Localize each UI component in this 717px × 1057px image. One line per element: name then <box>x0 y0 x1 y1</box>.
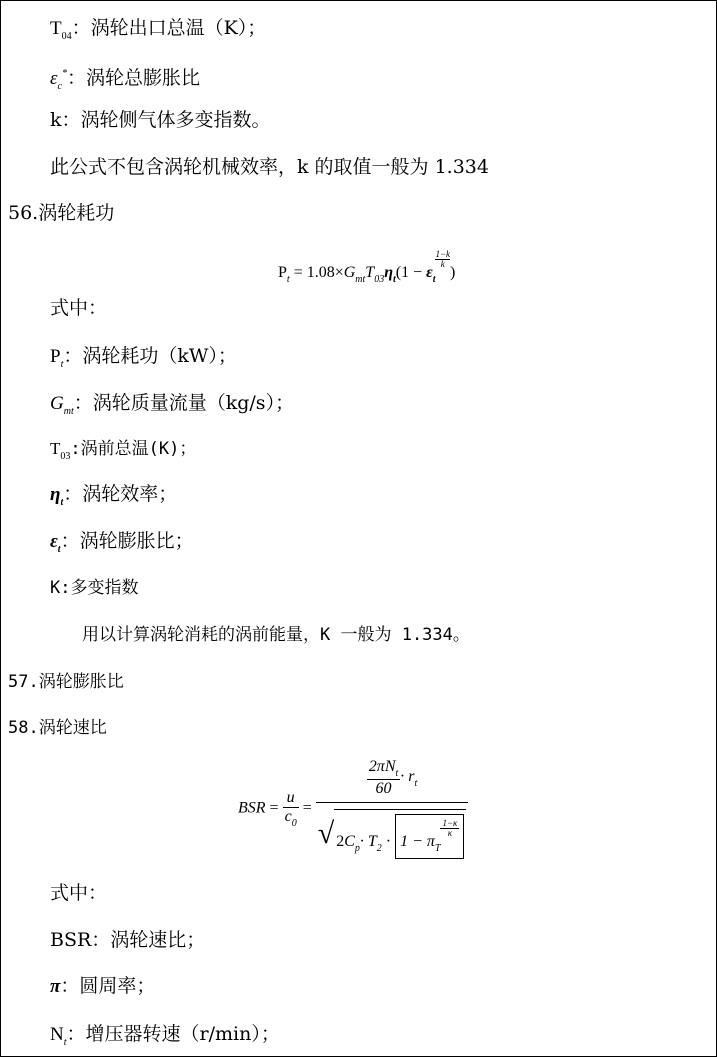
pi-desc: ：圆周率； <box>60 975 156 997</box>
epst-line <box>50 529 194 562</box>
pi-symbol: π <box>50 976 61 997</box>
pi-line <box>50 974 155 999</box>
heading-58: 58.涡轮速比 <box>8 718 107 738</box>
k-line: k：涡轮侧气体多变指数。 <box>50 109 271 131</box>
note-1: 此公式不包含涡轮机械效率，k 的取值一般为 1.334 <box>50 156 489 178</box>
f2-lhs: BSR <box>238 799 266 817</box>
nt-desc: ：增压器转速（r/min）； <box>66 1023 280 1045</box>
t03-line <box>50 437 196 469</box>
f2-eq: = <box>265 799 283 817</box>
epsc-desc: ：涡轮总膨胀比 <box>66 67 200 89</box>
gmt-symbol: $G_{mt}$ <box>50 393 74 417</box>
gmt-desc: ：涡轮质量流量（kg/s）； <box>73 392 295 414</box>
f2-main-fraction <box>316 758 469 859</box>
t04-symbol: $T_{04}$ <box>50 18 72 42</box>
bsr-line: BSR：涡轮速比； <box>50 929 206 951</box>
f1-eq: = 1.08× <box>289 264 344 281</box>
pt-symbol: $P_t$ <box>50 346 64 370</box>
f2-eq2: = <box>298 799 316 817</box>
f1-lhs: $P_t$ <box>278 264 290 285</box>
pt-line <box>50 344 237 377</box>
f2-u-over-c0: $\frac{u}{c_0}$ <box>284 788 297 829</box>
nt-symbol: $N_t$ <box>50 1024 67 1048</box>
kpoly-line: K:多变指数 <box>50 578 139 598</box>
nt-line <box>50 1022 280 1055</box>
t03-symbol: $T_{03}$ <box>50 439 71 462</box>
epsc-symbol: $\varepsilon_c^*$ <box>50 68 67 92</box>
f1-paren-close: ) <box>450 264 456 281</box>
f1-eps: $\varepsilon_t$ <box>426 264 436 285</box>
note-2: 用以计算涡轮消耗的涡前能量，K 一般为 1.334。 <box>82 625 470 645</box>
t04-line <box>50 16 266 49</box>
formula-bsr <box>238 758 468 859</box>
t04-desc: ：涡轮出口总温（K）； <box>71 17 267 39</box>
shizhong-2: 式中： <box>50 882 108 904</box>
epst-symbol: $\varepsilon_t$ <box>50 531 61 555</box>
f1-t: $T_{03}$ <box>365 264 385 285</box>
f2-numerator: $\frac{2\pi N_t}{60}$ · $r_t$ <box>368 758 418 797</box>
eta-desc: ：涡轮效率； <box>63 483 178 505</box>
gmt-line <box>50 391 294 424</box>
epsc-line <box>50 62 200 99</box>
eta-line <box>50 482 177 515</box>
formula-turbine-power <box>278 250 455 285</box>
f1-g: $G_{mt}$ <box>343 264 366 285</box>
pt-desc: ：涡轮耗功（kW）； <box>63 345 237 367</box>
f1-paren-open: (1 − <box>395 264 427 281</box>
f1-exponent: $\frac{1-k}{k}$ <box>435 249 451 269</box>
f2-denominator: √ $2C_p\cdot T_2 \cdot 1 - \pi_T$ $\frac{1-\kappa}{\kappa}$ <box>316 802 469 859</box>
f1-eta: $\eta_t$ <box>384 264 396 285</box>
t03-desc: :涡前总温(K)； <box>70 439 197 459</box>
eta-symbol: $\eta_t$ <box>50 484 64 508</box>
heading-56: 56.涡轮耗功 <box>8 202 115 224</box>
heading-57: 57.涡轮膨胀比 <box>8 672 124 692</box>
shizhong-1: 式中： <box>50 297 108 319</box>
epst-desc: ：涡轮膨胀比； <box>60 530 194 552</box>
